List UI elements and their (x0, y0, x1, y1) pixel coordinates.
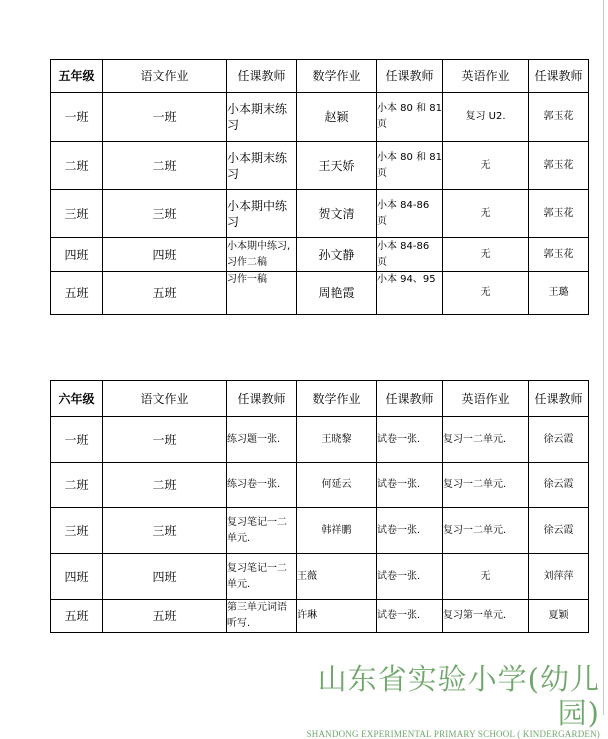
grade6-homework-table (50, 380, 589, 633)
column-header: 任课教师 (227, 381, 297, 417)
cell: 复习一二单元. (443, 417, 529, 463)
cell: 郭玉花 (529, 142, 589, 190)
cell: 复习 U2. (443, 93, 529, 142)
school-name-chinese: 山东省实验小学(幼儿园) (317, 662, 600, 730)
cell: 夏颖 (529, 600, 589, 633)
cell: 试卷一张. (377, 600, 443, 633)
cell: 小本期中练习 (227, 190, 297, 238)
cell: 徐云霞 (529, 417, 589, 463)
column-header: 任课教师 (227, 60, 297, 93)
cell: 小本 84-86 页 (377, 190, 443, 238)
grade5-homework-table (50, 59, 589, 315)
class-cell: 一班 (51, 93, 103, 142)
cell: 赵颖 (297, 93, 377, 142)
table-header-row (51, 381, 589, 417)
cell: 王晓黎 (297, 417, 377, 463)
column-header: 任课教师 (377, 60, 443, 93)
column-header: 语文作业 (103, 60, 227, 93)
table-row (51, 272, 589, 315)
cell: 徐云霞 (529, 463, 589, 508)
cell: 郭玉花 (529, 238, 589, 272)
cell: 第三单元词语听写. (227, 600, 297, 633)
cell: 王天娇 (297, 142, 377, 190)
cell: 一班 (103, 417, 227, 463)
cell: 郭玉花 (529, 190, 589, 238)
cell: 复习笔记一二单元. (227, 508, 297, 554)
column-header: 英语作业 (443, 60, 529, 93)
column-header: 任课教师 (529, 381, 589, 417)
column-header: 任课教师 (377, 381, 443, 417)
cell: 四班 (103, 554, 227, 600)
cell: 小本期末练习 (227, 93, 297, 142)
cell: 二班 (103, 463, 227, 508)
table-row (51, 463, 589, 508)
cell: 复习一二单元. (443, 463, 529, 508)
cell: 孙文静 (297, 238, 377, 272)
cell: 三班 (103, 190, 227, 238)
cell: 郭玉花 (529, 93, 589, 142)
cell: 无 (443, 142, 529, 190)
cell: 复习笔记一二单元. (227, 554, 297, 600)
class-cell: 二班 (51, 463, 103, 508)
cell: 复习一二单元. (443, 508, 529, 554)
column-header: 英语作业 (443, 381, 529, 417)
cell: 五班 (103, 600, 227, 633)
column-header: 任课教师 (529, 60, 589, 93)
cell: 徐云霞 (529, 508, 589, 554)
class-cell: 三班 (51, 190, 103, 238)
class-cell: 四班 (51, 554, 103, 600)
cell: 二班 (103, 142, 227, 190)
class-cell: 三班 (51, 508, 103, 554)
cell: 小本期中练习,习作二稿 (227, 238, 297, 272)
cell: 试卷一张. (377, 417, 443, 463)
table-row (51, 554, 589, 600)
cell: 试卷一张. (377, 508, 443, 554)
class-cell: 五班 (51, 600, 103, 633)
cell: 三班 (103, 508, 227, 554)
cell: 无 (443, 554, 529, 600)
cell: 何延云 (297, 463, 377, 508)
table-row (51, 190, 589, 238)
cell: 小本 80 和 81 页 (377, 93, 443, 142)
cell: 习作一稿 (227, 272, 297, 315)
grade-header: 六年级 (51, 381, 103, 417)
cell: 练习题一张. (227, 417, 297, 463)
grade-header: 五年级 (51, 60, 103, 93)
cell: 韩祥鹏 (297, 508, 377, 554)
table-row (51, 600, 589, 633)
class-cell: 二班 (51, 142, 103, 190)
cell: 王璐 (529, 272, 589, 315)
cell: 练习卷一张. (227, 463, 297, 508)
cell: 四班 (103, 238, 227, 272)
column-header: 数学作业 (297, 60, 377, 93)
column-header: 数学作业 (297, 381, 377, 417)
cell: 小本 80 和 81 页 (377, 142, 443, 190)
cell: 许琳 (297, 600, 377, 633)
cell: 小本 84-86 页 (377, 238, 443, 272)
class-cell: 一班 (51, 417, 103, 463)
cell: 复习第一单元. (443, 600, 529, 633)
cell: 无 (443, 190, 529, 238)
table-header-row (51, 60, 589, 93)
table-row (51, 238, 589, 272)
cell: 五班 (103, 272, 227, 315)
school-logo (300, 662, 600, 739)
table-row (51, 417, 589, 463)
cell: 无 (443, 238, 529, 272)
cell: 小本 94、95 (377, 272, 443, 315)
table-row (51, 508, 589, 554)
cell: 周艳霞 (297, 272, 377, 315)
cell: 无 (443, 272, 529, 315)
cell: 试卷一张. (377, 554, 443, 600)
page-edge-line (603, 0, 604, 715)
cell: 刘萍萍 (529, 554, 589, 600)
cell: 试卷一张. (377, 463, 443, 508)
table-row (51, 93, 589, 142)
school-name-english: SHANDONG EXPERIMENTAL PRIMARY SCHOOL ( KINDERGARDEN) (306, 729, 600, 739)
cell: 王薇 (297, 554, 377, 600)
cell: 一班 (103, 93, 227, 142)
class-cell: 四班 (51, 238, 103, 272)
table-row (51, 142, 589, 190)
column-header: 语文作业 (103, 381, 227, 417)
class-cell: 五班 (51, 272, 103, 315)
cell: 贺文清 (297, 190, 377, 238)
cell: 小本期末练习 (227, 142, 297, 190)
